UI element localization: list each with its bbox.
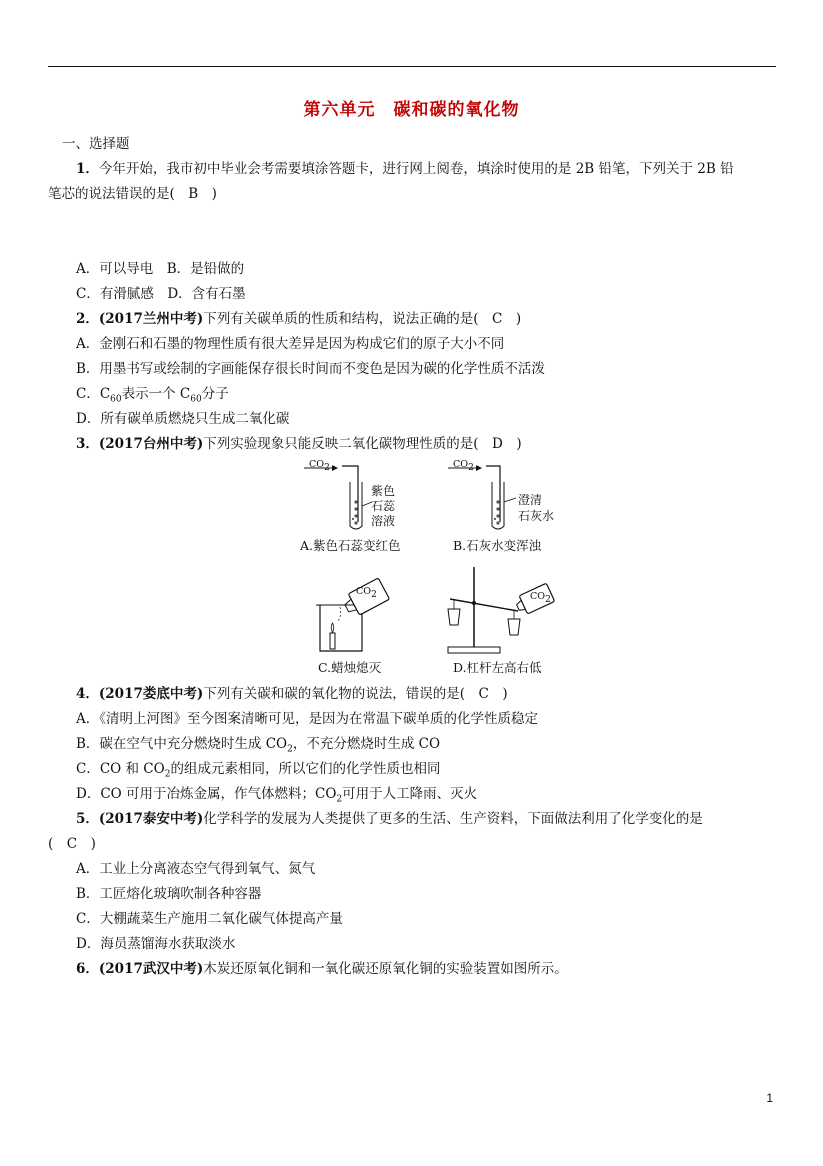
q5-option-c: C．大棚蔬菜生产施用二氧化碳气体提高产量 (76, 911, 343, 927)
title-unit: 第六单元 (303, 100, 376, 120)
q3-stem-text: 下列实验现象只能反映二氧化碳物理性质的是( D ) (203, 436, 522, 452)
q6-stem-text: 木炭还原氧化铜和一氧化碳还原氧化铜的实验装置如图所示。 (203, 961, 568, 977)
q3-fig-b-caption: B.石灰水变浑浊 (453, 538, 542, 553)
q3-fig-a-solution-label: 紫色 石蕊 溶液 (371, 484, 396, 528)
q5-stem-line1 (76, 809, 703, 829)
q3-fig-a-caption: A.紫色石蕊变红色 (300, 538, 401, 553)
q2-number: 2． (76, 311, 99, 327)
q4-number: 4． (76, 686, 99, 702)
q2-stem (76, 309, 521, 329)
page-title (0, 95, 823, 120)
q3-stem (76, 434, 522, 454)
q4-source: (2017娄底中考) (98, 686, 204, 702)
q3-fig-d-caption: D.杠杆左高右低 (453, 660, 542, 675)
q3-fig-a-gas-label: $CO_2$ (309, 459, 330, 473)
title-topic: 碳和碳的氧化物 (393, 100, 520, 120)
q6-stem (76, 959, 568, 979)
q4-option-c: C．CO 和 $CO_2$的组成元素相同，所以它们的化学性质也相同 (76, 761, 441, 780)
q5-stem-text: 化学科学的发展为人类提供了更多的生活、生产资料，下面做法利用了化学变化的是 (203, 811, 703, 827)
q5-option-b: B．工匠熔化玻璃吹制各种容器 (76, 886, 262, 902)
q1-stem-line1 (76, 159, 734, 179)
q3-figure-d (440, 563, 560, 655)
q1-options-ab: A．可以导电 B．是铅做的 (76, 261, 245, 277)
q6-number: 6． (76, 961, 99, 977)
q5-stem-line2: ( C ) (48, 836, 96, 852)
q4-stem (76, 684, 508, 704)
q4-option-d: D．CO 可用于冶炼金属，作气体燃料；$CO_2$可用于人工降雨、灭火 (76, 786, 478, 805)
page-number: 1 (766, 1091, 773, 1105)
q5-option-a: A．工业上分离液态空气得到氧气、氮气 (76, 861, 316, 877)
q2-option-c: C．$C_{60}$表示一个 $C_{60}$分子 (76, 386, 229, 405)
q1-number: 1． (76, 161, 99, 177)
q4-option-a: A．《清明上河图》至今图案清晰可见，是因为在常温下碳单质的化学性质稳定 (76, 711, 538, 727)
section-heading: 一、选择题 (62, 136, 130, 152)
q3-fig-c-gas-label: $CO_2$ (356, 586, 377, 600)
q2-stem-text: 下列有关碳单质的性质和结构，说法正确的是( C ) (203, 311, 522, 327)
q3-source: (2017台州中考) (98, 436, 204, 452)
q5-option-d: D．海员蒸馏海水获取淡水 (76, 936, 236, 952)
q2-source: (2017兰州中考) (98, 311, 204, 327)
q4-stem-text: 下列有关碳和碳的氧化物的说法，错误的是( C ) (203, 686, 508, 702)
q3-figure-c (312, 575, 392, 655)
header-rule (48, 66, 776, 67)
q3-fig-d-gas-label: $CO_2$ (530, 591, 551, 605)
q5-number: 5． (76, 811, 99, 827)
q5-source: (2017泰安中考) (98, 811, 204, 827)
q1-stem-text: 今年开始，我市初中毕业会考需要填涂答题卡，进行网上阅卷，填涂时使用的是 2B 铅笔，下列关于 2B 铅 (98, 161, 734, 177)
q2-option-b: B．用墨书写或绘制的字画能保存很长时间而不变色是因为碳的化学性质不活泼 (76, 361, 545, 377)
q2-option-d: D．所有碳单质燃烧只生成二氧化碳 (76, 411, 290, 427)
q3-number: 3． (76, 436, 99, 452)
q3-fig-c-caption: C.蜡烛熄灭 (318, 660, 382, 675)
q3-fig-b-gas-label: $CO_2$ (453, 459, 474, 473)
q1-stem-line2: 笔芯的说法错误的是( B ) (48, 186, 217, 202)
q1-options-cd: C．有滑腻感 D．含有石墨 (76, 286, 246, 302)
q3-fig-b-solution-label: 澄清 石灰水 (518, 493, 555, 523)
q6-source: (2017武汉中考) (98, 961, 204, 977)
q2-option-a: A．金刚石和石墨的物理性质有很大差异是因为构成它们的原子大小不同 (76, 336, 505, 352)
q4-option-b: B．碳在空气中充分燃烧时生成 $CO_2$，不充分燃烧时生成 CO (76, 736, 441, 755)
